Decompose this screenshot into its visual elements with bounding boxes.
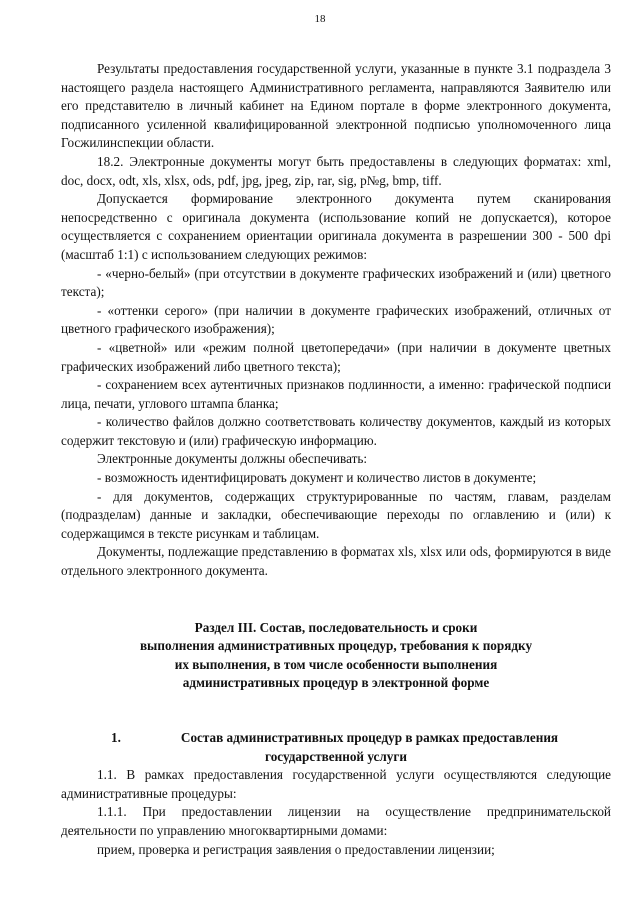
paragraph: прием, проверка и регистрация заявления о предоставлении лицензии; <box>97 841 495 857</box>
list-item: - для документов, содержащих структурированные по частям, главам, разделам (подразделам) данные и закладки, обеспечивающие переходы по оглавлению и (или) к содержащимся в тексте рисункам и таблицам. <box>61 488 611 541</box>
subsection-title-row <box>61 729 611 748</box>
section-title-line: выполнения административных процедур, требования к порядку <box>139 638 533 654</box>
list-item: - сохранением всех аутентичных признаков подлинности, а именно: графической подписи лица, печати, углового штампа бланка; <box>61 377 611 411</box>
spacer <box>61 693 611 729</box>
section-title-line: Раздел III. Состав, последовательность и сроки <box>194 619 478 635</box>
subsection-title <box>61 729 611 766</box>
list-item: - «оттенки серого» (при наличии в документе графических изображений, отличных от цветного графического изображения); <box>61 302 611 337</box>
page-number: 18 <box>314 13 326 25</box>
paragraph: 18.2. Электронные документы могут быть предоставлены в следующих форматах: xml, doc, docx, odt, xls, xlsx, ods, pdf, jpg, jpeg, zip, rar, sig, p№g, bmp, tiff. <box>61 153 611 188</box>
subsection-number: 1. <box>111 730 121 745</box>
section-title <box>61 619 611 693</box>
list-item: - «цветной» или «режим полной цветопередачи» (при наличии в документе цветных графических изображений либо цветного текста); <box>61 339 611 374</box>
list-item: - возможность идентифицировать документ и количество листов в документе; <box>97 470 537 486</box>
list-item: - количество файлов должно соответствовать количеству документов, каждый из которых содержит текстовую и (или) графическую информацию. <box>61 414 611 448</box>
subsection-title-line: Состав административных процедур в рамках предоставления <box>180 730 559 745</box>
paragraph: Документы, подлежащие представлению в форматах xls, xlsx или ods, формируются в виде отдельного электронного документа. <box>61 544 611 579</box>
section-title-line: их выполнения, в том числе особенности выполнения <box>174 656 498 672</box>
document-body <box>61 60 611 859</box>
subsection-title-line: государственной услуги <box>265 748 407 764</box>
paragraph: 1.1. В рамках предоставления государственной услуги осуществляются следующие административные процедуры: <box>61 767 611 801</box>
list-item: - «черно-белый» (при отсутствии в документе графических изображений и (или) цветного текста); <box>61 265 611 300</box>
paragraph: Электронные документы должны обеспечивать: <box>97 451 368 467</box>
section-title-line: административных процедур в электронной форме <box>182 675 490 691</box>
paragraph: Допускается формирование электронного документа путем сканирования непосредственно с оригинала документа (использование копий не допускается), которое осуществляется с сохранением ориентации оригинала документа в разрешении 300 - 500 dpi (масштаб 1:1) с использованием следующих режимов: <box>61 191 611 262</box>
paragraph: Результаты предоставления государственной услуги, указанные в пункте 3.1 подраздела 3 настоящего раздела настоящего Административного регламента, направляются Заявителю или его представителю в личный кабинет на Едином портале в форме электронного документа, подписанного усиленной квалифицированной электронной подписью уполномоченного лица Госжилинспекции области. <box>61 61 611 151</box>
paragraph: 1.1.1. При предоставлении лицензии на осуществление предпринимательской деятельности по управлению многоквартирными домами: <box>61 804 611 838</box>
spacer <box>61 581 611 619</box>
